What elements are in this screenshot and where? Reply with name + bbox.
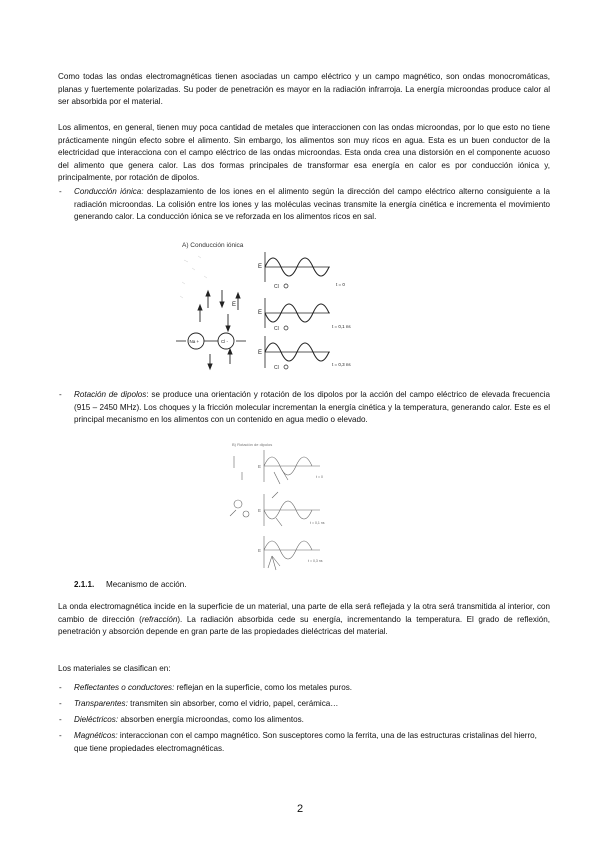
svg-text:E: E (258, 350, 263, 356)
figure-ionic-panel-3 (258, 336, 351, 371)
bullet-term: Magnéticos: (74, 731, 118, 740)
bullet-dash: - (59, 715, 62, 724)
svg-text:E: E (258, 264, 263, 270)
bullet-text: desplazamiento de los iones en el alimento según la dirección del campo eléctrico alterno consiguiente a la radiación microondas. La colisión entre los iones y las moléculas vecinas transmite la energía cinética e incrementa el movimiento generando calor. La conducción iónica se ve reforzada en los alimentos ricos en sal. (74, 187, 550, 222)
svg-text:Cl: Cl (274, 365, 279, 371)
figure-dipole-rotation (222, 438, 332, 572)
bullet-text: absorben energía microondas, como los alimentos. (118, 715, 304, 724)
figure-dipole-panel-2 (230, 492, 325, 526)
figure-ionic-panel-2 (258, 298, 351, 332)
bullet-dash: - (59, 390, 62, 399)
section-heading (74, 580, 187, 589)
svg-text:t = 0,3 ns: t = 0,3 ns (308, 559, 323, 563)
svg-text:t = 0,1 ns: t = 0,1 ns (310, 521, 325, 525)
classification-item-dielectric (59, 714, 550, 727)
svg-text:E: E (258, 464, 262, 469)
figure-dipole-title: B) Rotación de dipolos (232, 442, 273, 447)
figure-ionic-title: A) Conducción iónica (182, 242, 244, 249)
sodium-ion-label: Na + (189, 339, 200, 344)
bullet-text: : se produce una orientación y rotación de los dipolos por la acción del campo eléctrico de elevada frecuencia (915 – 2450 MHz). Los choques y la fricción molecular incrementan la energía cinética y la temperatura, generando calor. Este es el principal mecanismo en los alimentos con un contenido en agua medio o elevado. (74, 390, 550, 425)
bullet-term: Dieléctricos: (74, 715, 119, 724)
svg-text:t = 0,1 ns: t = 0,1 ns (332, 324, 351, 329)
classification-item-magnetic (59, 730, 550, 755)
intro-paragraph: Como todas las ondas electromagnéticas tienen asociadas un campo eléctrico y un campo magnético, son ondas monocromáticas, planas y fuertemente polarizadas. Su poder de penetración es mayor en la radiación infrarroja. La energía microondas produce calor al ser absorbida por el material. (58, 72, 550, 107)
bullet-ionic-conduction (59, 186, 550, 224)
chloride-ion-label: Cl - (221, 339, 228, 344)
bullet-dipole-rotation (59, 389, 550, 427)
bullet-dash: - (59, 731, 62, 740)
svg-text:E: E (258, 508, 262, 513)
section-number: 2.1.1. (74, 580, 95, 589)
foods-paragraph: Los alimentos, en general, tienen muy poca cantidad de metales que interaccionen con las ondas microondas, por lo que esto no tiene prácticamente ningún efecto sobre el alimento. Sin embargo, los alimentos son muy ricos en agua. Esta es un buen conductor de la electricidad que interacciona con el campo eléctrico de las ondas microondas. Esta onda crea una distorsión en el componente acuoso del alimento que genera calor. Las dos formas principales de transformar esa energía en calor es por conducción iónica y, principalmente, por rotación de dipolos. (58, 123, 550, 183)
bullet-text: reflejan en la superficie, como los metales puros. (174, 683, 353, 692)
bullet-dash: - (59, 683, 62, 692)
figure-ionic-conduction (170, 236, 370, 376)
bullet-term: Conducción iónica: (74, 187, 144, 196)
figure-ionic-background-noise (180, 256, 207, 298)
classification-item-reflective (59, 682, 550, 695)
svg-text:E: E (258, 310, 263, 316)
svg-text:t = 0: t = 0 (316, 475, 323, 479)
page-number: 2 (296, 803, 304, 815)
panel-ion-label: Cl (274, 284, 279, 290)
bullet-text: transmiten sin absorber, como el vidrio, papel, cerámica… (127, 699, 339, 708)
figure-dipole-panel-3 (258, 536, 323, 570)
refraction-term: refracción (141, 614, 178, 624)
svg-text:t = 0,3 ns: t = 0,3 ns (332, 362, 351, 367)
svg-text:E: E (258, 548, 262, 553)
bullet-dash: - (59, 187, 62, 196)
figure-dipole-panel-1 (234, 450, 323, 484)
bullet-dash: - (59, 699, 62, 708)
bullet-term: Rotación de dipolos (74, 390, 147, 399)
svg-text:Cl: Cl (274, 326, 279, 332)
panel-time-label: t = 0 (336, 282, 345, 287)
figure-ionic-field-label: E (232, 302, 237, 308)
bullet-term: Transparentes: (74, 699, 128, 708)
section-title: Mecanismo de acción. (106, 580, 187, 589)
classification-item-transparent (59, 698, 550, 711)
figure-ionic-panel-1 (258, 252, 345, 290)
bullet-text: interaccionan con el campo magnético. Son susceptores como la ferrita, una de las estructuras cristalinas del hierro, que tiene propiedades electromagnéticas. (74, 731, 537, 753)
bullet-term: Reflectantes o conductores: (74, 683, 175, 692)
classification-intro: Los materiales se clasifican en: (58, 664, 171, 673)
action-paragraph: La onda electromagnética incide en la superficie de un material, una parte de ella será reflejada y la otra será transmitida al interior, con cambio de dirección (refracción). La radiación absorbida cede su energía, incrementando la temperatura. El grado de reflexión, penetración y absorción depende en gran parte de las propiedades dieléctricas del material. (58, 602, 550, 637)
